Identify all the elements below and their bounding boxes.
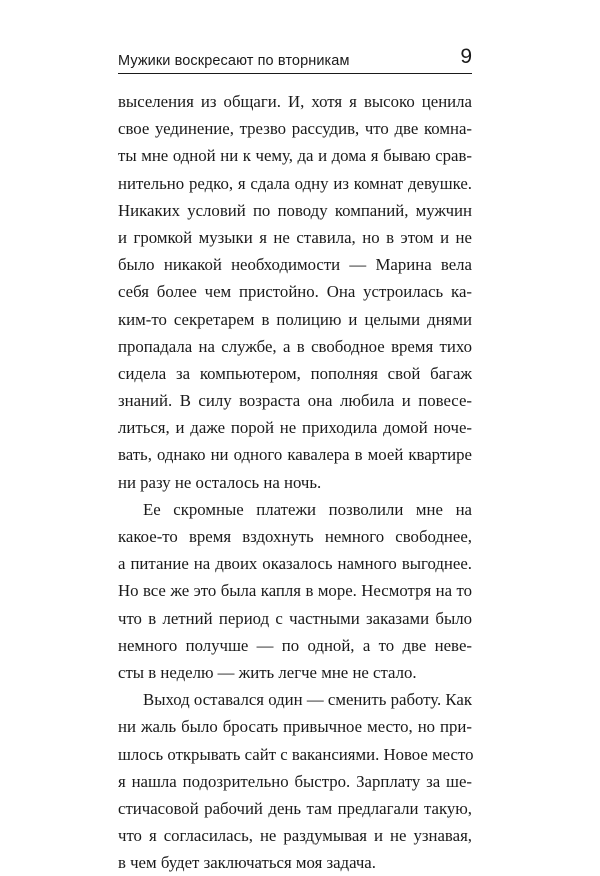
text-line: Выход оставался один — сменить работу. Как [143, 690, 472, 710]
text-line: какое-то время вздохнуть немного свободнее, [118, 527, 472, 546]
text-line: я нашла подозрительно быстро. Зарплату за ше- [118, 771, 472, 791]
body-text [118, 88, 472, 876]
text-line: Ее скромные платежи позволили мне на [143, 499, 472, 519]
text-line: сты в неделю — жить легче мне не стало. [118, 662, 417, 682]
text-line: было никакой необходимости — Марина вела [118, 255, 472, 275]
text-line: вать, однако ни одного кавалера в моей квартире [118, 445, 472, 465]
text-line: что в летний период с частными заказами было [118, 608, 472, 628]
header-rule [118, 73, 472, 74]
text-line: сидела за компьютером, пополняя свой багаж [118, 363, 472, 383]
text-line: Никаких условий по поводу компаний, мужчин [118, 200, 472, 220]
text-line: в чем будет заключаться моя задача. [118, 853, 376, 873]
text-line: знаний. В силу возраста она любила и повесе- [118, 391, 472, 411]
page-number: 9 [460, 45, 472, 68]
running-title: Мужики воскресают по вторникам [118, 53, 350, 69]
text-line: ни разу не осталось на ночь. [118, 472, 322, 492]
text-line: стичасовой рабочий день там предлагали такую, [118, 798, 472, 818]
text-line: а питание на двоих оказалось намного выгоднее. [118, 554, 472, 574]
text-line: шлось открывать сайт с вакансиями. Новое место [118, 744, 474, 764]
text-line: немного получше — по одной, а то две невe- [118, 635, 472, 655]
running-header [118, 40, 472, 72]
text-line: и громкой музыки я не ставила, но в этом и не [118, 227, 472, 247]
text-line: выселения из общаги. И, хотя я высоко ценила [118, 92, 472, 111]
text-line: себя более чем пристойно. Она устроилась ка- [118, 282, 472, 302]
text-line: литься, и даже порой не приходила домой ночe- [118, 418, 472, 438]
text-line: свое уединение, трезво рассудив, что две комна- [118, 119, 472, 139]
text-line: ни жаль было бросать привычное место, но при- [118, 717, 472, 737]
text-line: что я согласилась, не раздумывая и не узнавая, [118, 826, 472, 846]
text-line: ты мне одной ни к чему, да и дома я бываю срав- [118, 146, 472, 166]
text-line: Но все же это была капля в море. Несмотря на то [118, 581, 472, 601]
text-line: нительно редко, я сдала одну из комнат девушке. [118, 173, 472, 193]
text-line: пропадала на службе, а в свободное время тихо [118, 336, 472, 356]
text-line: ким-то секретарем в полицию и целыми днями [118, 309, 472, 329]
